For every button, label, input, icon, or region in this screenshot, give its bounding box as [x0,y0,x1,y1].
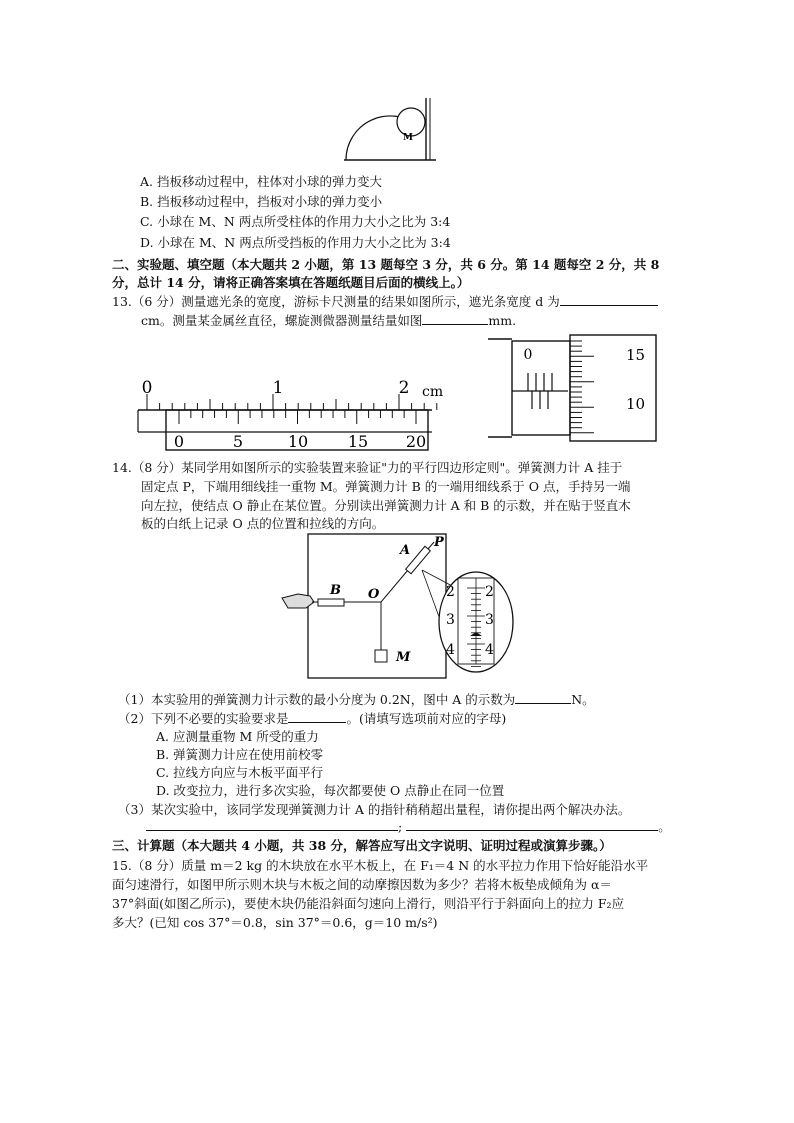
caliper-vernier-label-10: 10 [287,432,309,451]
force-parallelogram-figure [276,530,516,682]
caliper-vernier-label-0: 0 [173,432,185,451]
q14-answer-blank-2[interactable] [288,710,346,723]
micrometer-label-15: 15 [626,346,646,364]
micrometer-figure [484,333,664,443]
label-a: A [400,543,411,558]
q14-sub3-answer-line: ; 。 [146,817,671,835]
q14-sub2-option-c: C. 拉线方向应与木板平面平行 [156,765,324,780]
q15-line3: 37°斜面(如图乙所示)，要使木块仍能沿斜面匀速向上滑行，则沿平行于斜面向上的拉力 F₂应 [112,896,625,911]
spring-scale-b [318,599,344,606]
q12-option-a: A. 挡板移动过程中，柱体对小球的弹力变大 [140,174,382,189]
caliper-main-label-2: 2 [398,378,410,398]
caliper-vernier-label-15: 15 [347,432,369,451]
scale-label-4-left: 4 [446,642,455,658]
vernier-caliper-figure [132,372,452,454]
label-p: P [434,535,444,550]
q13-line2: cm。测量某金属丝直径，螺旋测微器测量结量如图 mm. [141,313,517,328]
cylinder-ball-figure [340,92,450,164]
q14-answer-blank-3[interactable] [146,818,398,831]
micrometer-label-0: 0 [523,347,533,363]
scale-label-2-left: 2 [446,584,455,600]
q15-line1: 15.（8 分）质量 m＝2 kg 的木块放在水平木板上，在 F₁＝4 N 的水平拉力作用下恰好能沿水平 [112,858,649,873]
scale-label-3-right: 3 [485,612,494,628]
q14-sub2-option-d: D. 改变拉力，进行多次实验，每次都要使 O 点静止在同一位置 [156,783,505,798]
q15-line4: 多大？(已知 cos 37°＝0.8，sin 37°＝0.6，g＝10 m/s²) [112,915,438,930]
section2-heading-line1: 二、实验题、填空题（本大题共 2 小题，第 13 题每空 3 分，共 6 分。第 14 题每空 2 分，共 8 [112,257,660,272]
caliper-vernier-label-5: 5 [232,432,244,451]
q12-option-b: B. 挡板移动过程中，挡板对小球的弹力变小 [140,194,383,209]
label-m: M [396,650,411,665]
q14-line4: 板的白纸上记录 O 点的位置和拉线的方向。 [141,516,385,531]
ball-label: M [403,133,413,143]
weight-m [375,650,387,662]
q14-line1: 14.（8 分）某同学用如图所示的实验装置来验证"力的平行四边形定则"。弹簧测力计 A 挂于 [112,460,623,475]
q13-answer-blank-1[interactable] [560,293,658,306]
caliper-main-label-1: 1 [272,378,284,398]
q14-answer-blank-1[interactable] [515,691,571,704]
caliper-main-label-0: 0 [141,378,153,398]
caliper-unit-label: cm [422,384,444,400]
label-o: O [368,587,380,602]
q14-sub2-option-b: B. 弹簧测力计应在使用前校零 [156,747,324,762]
q13-line1: 13.（6 分）测量遮光条的宽度，游标卡尺测量的结果如图所示，遮光条宽度 d 为 [112,292,658,310]
micrometer-label-10: 10 [626,395,646,413]
q14-sub2: （2）下列不必要的实验要求是 。(请填写选项前对应的字母) [118,711,507,726]
q14-sub1: （1）本实验用的弹簧测力计示数的最小分度为 0.2N，图中 A 的示数为 N。 [118,692,595,707]
q14-answer-blank-4[interactable] [406,818,658,831]
scale-label-2-right: 2 [485,584,494,600]
section2-heading-line2: 分，总计 14 分，请将正确答案填在答题纸题目后面的横线上。） [112,275,470,290]
q15-line2: 面匀速滑行，如图甲所示则木块与木板之间的动摩擦因数为多少？若将木板垫成倾角为 α＝ [112,877,612,892]
q14-line3: 向左拉，使结点 O 静止在某位置。分别读出弹簧测力计 A 和 B 的示数，并在贴于竖直木 [141,498,631,513]
scale-label-4-right: 4 [485,642,494,658]
q14-line2: 固定点 P，下端用细线挂一重物 M。弹簧测力计 B 的一端用细线系于 O 点，手持另一端 [141,479,631,494]
hand-icon [282,594,314,608]
label-b: B [330,583,341,598]
q12-option-d: D. 小球在 M、N 两点所受挡板的作用力大小之比为 3:4 [140,235,451,250]
q13-answer-blank-2[interactable] [422,312,488,325]
q14-sub2-option-a: A. 应测量重物 M 所受的重力 [156,729,319,744]
q14-sub3: （3）某次实验中，该同学发现弹簧测力计 A 的指针稍稍超出量程，请你提出两个解决办法。 [118,802,631,817]
section3-heading: 三、计算题（本大题共 4 小题，共 38 分，解答应写出文字说明、证明过程或演算步骤。） [112,838,612,853]
q12-option-c: C. 小球在 M、N 两点所受柱体的作用力大小之比为 3:4 [140,214,451,229]
scale-label-3-left: 3 [446,612,455,628]
caliper-vernier-label-20: 20 [405,432,427,451]
